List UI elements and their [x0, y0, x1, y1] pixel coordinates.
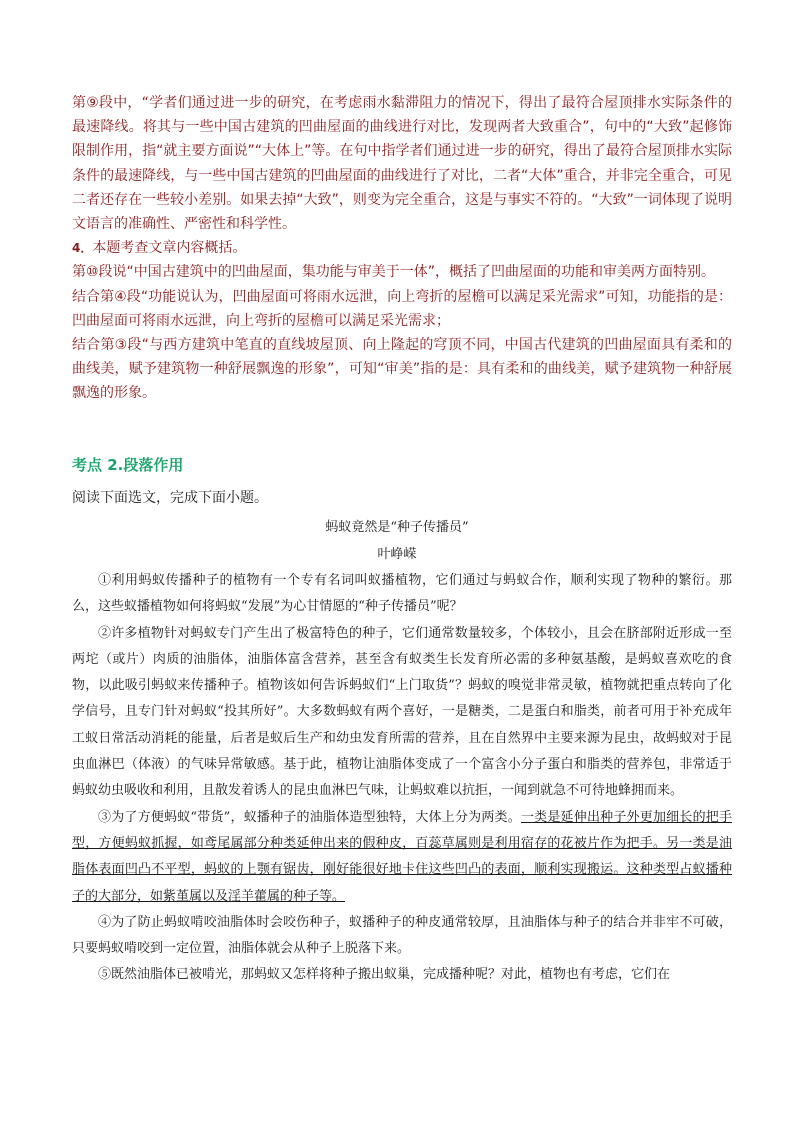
article-paragraph-1: ①利用蚂蚁传播种子的植物有一个专有名词叫蚁播植物，它们通过与蚂蚁合作，顺利实现了物种的繁衍。那么，这些蚁播植物如何将蚂蚁“发展”为心甘情愿的“种子传播员”呢？ — [72, 573, 732, 615]
question-number: 4． — [72, 241, 93, 256]
answer-paragraph: 结合第④段“功能说认为，凹曲屋面可将雨水远泄，向上弯折的屋檐可以满足采光需求”可知，功能指的是：凹曲屋面可将雨水远泄，向上弯折的屋檐可以满足采光需求； — [72, 288, 732, 329]
article-title: 蚂蚁竟然是“种子传播员” — [325, 520, 469, 535]
reading-instruction: 阅读下面选文，完成下面小题。 — [72, 490, 268, 506]
answer-paragraph: 结合第③段“与西方建筑中笔直的直线坡屋顶、向上隆起的穹顶不同，中国古代建筑的凹曲屋面具有柔和的曲线美，赋予建筑物一种舒展飘逸的形象”，可知“审美”指的是：具有柔和的曲线美，赋予建筑物一种舒展飘逸的形象。 — [72, 337, 732, 402]
article-paragraph-2: ②许多植物针对蚂蚁专门产生出了极富特色的种子，它们通常数量较多，个体较小，且会在脐部附近形成一至两坨（或片）肉质的油脂体，油脂体富含营养，甚至含有蚁类生长发育所必需的多种氨基酸，是蚂蚁喜欢吃的食物，以此吸引蚂蚁来传播种子。植物该如何告诉蚂蚁们“上门取货”？蚂蚁的嗅觉非常灵敏，植物就把重点转向了化学信号，且专门针对蚂蚁“投其所好”。大多数蚂蚁有两个喜好，一是糖类，二是蛋白和脂类，前者可用于补充成年工蚁日常活动消耗的能量，后者是蚁后生产和幼虫发育所需的营养，且在自然界中主要来源为昆虫，故蚂蚁对于昆虫血淋巴（体液）的气味异常敏感。基于此，植物让油脂体变成了一个富含小分子蛋白和脂类的营养包，非常适于蚂蚁幼虫吸收和利用，且散发着诱人的昆虫血淋巴气味，让蚂蚁难以抗拒，一闻到就急不可待地蜂拥而来。 — [72, 625, 732, 799]
article-body — [72, 568, 732, 989]
underlined-passage: 一类是延伸出种子外更加细长的把手型，方便蚂蚁抓握，如鸢尾属部分种类延伸出来的假种皮，百蕊草属则是利用宿存的花被片作为把手。另一类是油脂体表面凹凸不平型，蚂蚁的上颚有锯齿，刚好能很好地卡住这些凹凸的表面，顺利实现搬运。这种类型占蚁播种子的大部分，如紫堇属以及淫羊藿属的种子等。 — [72, 809, 732, 904]
article-paragraph-5: ⑤既然油脂体已被啃光，那蚂蚁又怎样将种子搬出蚁巢，完成播种呢？对此，植物也有考虑，它们在 — [98, 967, 671, 983]
answer-paragraph: 第⑨段中，“学者们通过进一步的研究，在考虑雨水黏滞阻力的情况下，得出了最符合屋顶排水实际条件的最速降线。将其与一些中国古建筑的凹曲屋面的曲线进行对比，发现两者大致重合”，句中的“大致”起修饰限制作用，指“就主要方面说”“大体上”等。在句中指学者们通过进一步的研究，得出了最符合屋顶排水实际条件的最速降线，与一些中国古建筑的凹曲屋面的曲线进行了对比，二者“大体”重合，并非完全重合，可见二者还存在一些较小差别。如果去掉“大致”，则变为完全重合，这是与事实不符的。“大致”一词体现了说明文语言的准确性、严密性和科学性。 — [72, 95, 732, 233]
answer-explanation — [72, 91, 732, 406]
section-heading: 考点 2.段落作用 — [72, 456, 184, 474]
question-4-text: 本题考查文章内容概括。 — [92, 240, 247, 257]
article-paragraph-4: ④为了防止蚂蚁啃咬油脂体时会咬伤种子，蚁播种子的种皮通常较厚，且油脂体与种子的结合并非牢不可破，只要蚂蚁啃咬到一定位置，油脂体就会从种子上脱落下来。 — [72, 914, 732, 957]
article-paragraph-3 — [72, 805, 732, 910]
paragraph-3-lead: ③为了方便蚂蚁“带货”，蚁播种子的油脂体造型独特，大体上分为两类。 — [98, 809, 521, 825]
answer-paragraph: 第⑩段说“中国古建筑中的凹曲屋面，集功能与审美于一体”，概括了凹曲屋面的功能和审美两方面特别。 — [72, 264, 716, 281]
question-4-line — [72, 236, 732, 260]
article-author: 叶峥嵘 — [377, 547, 417, 562]
